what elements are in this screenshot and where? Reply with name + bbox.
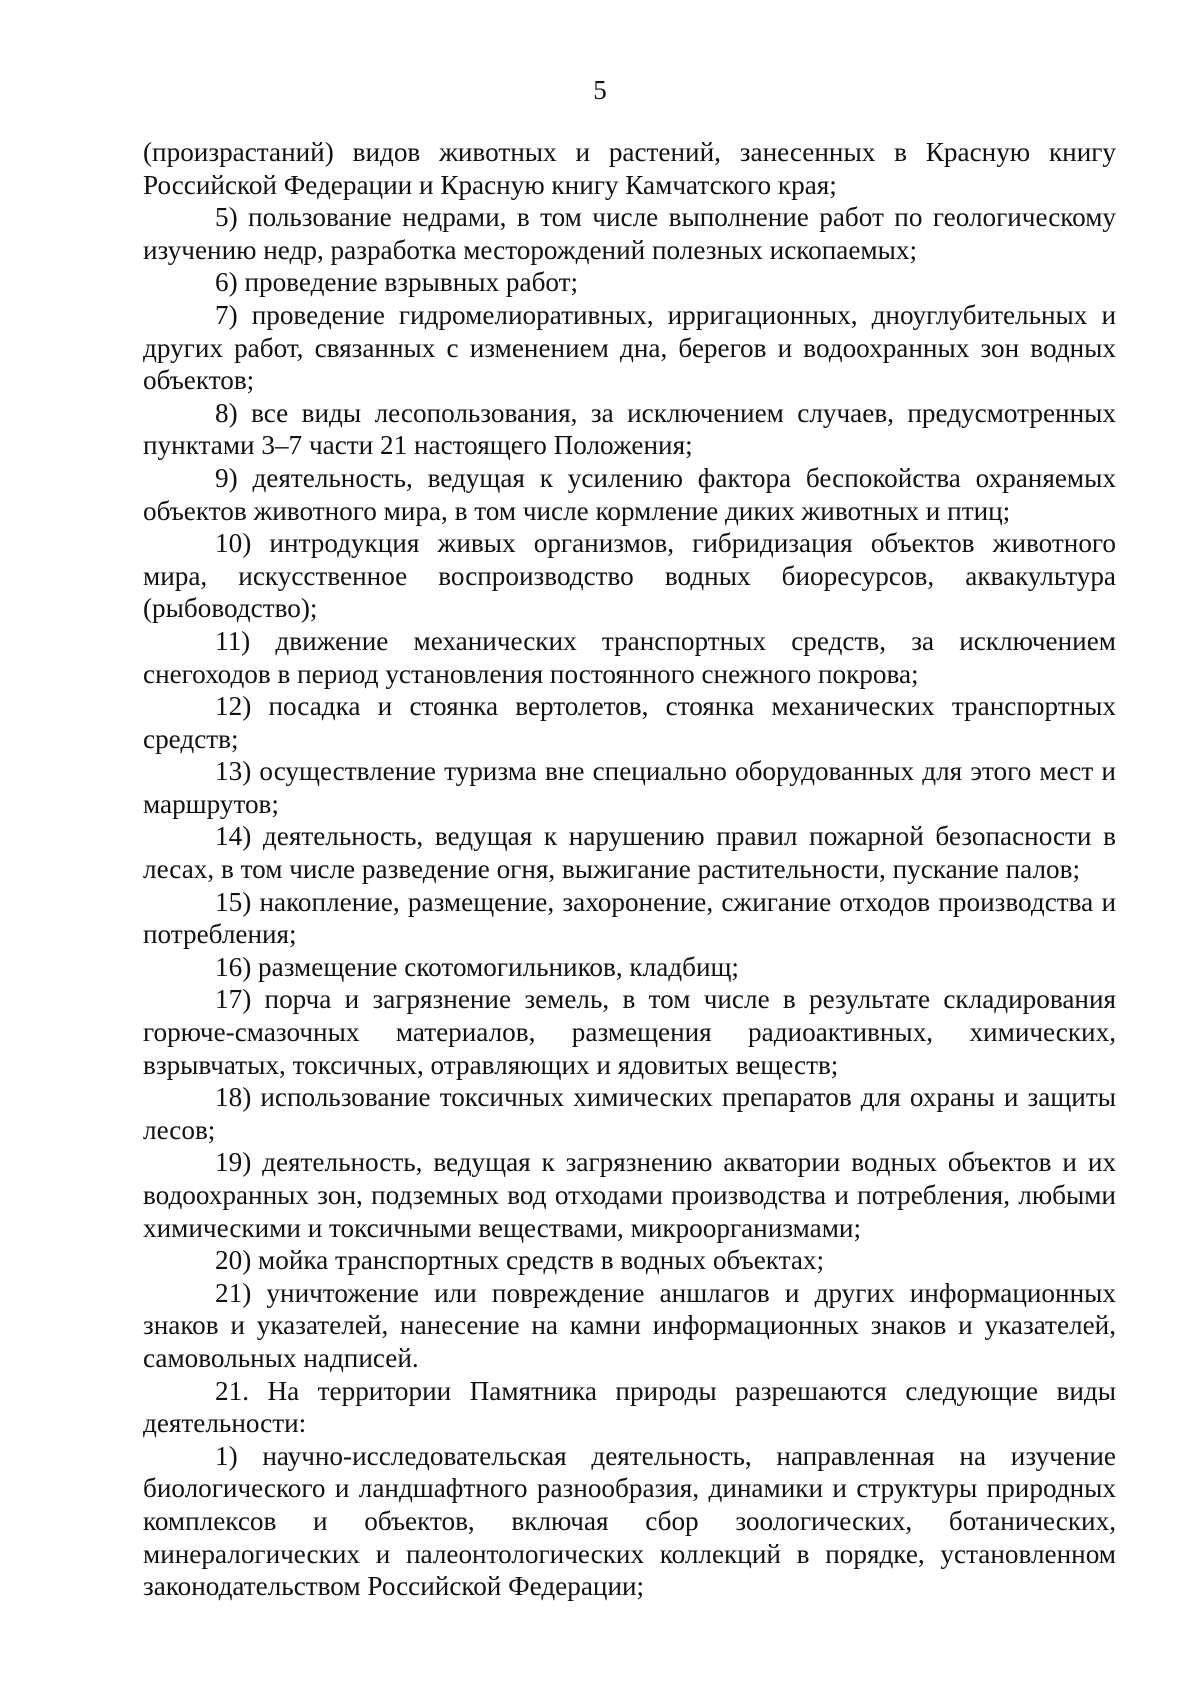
- document-body: [143, 136, 1116, 1603]
- paragraph: 8) все виды лесопользования, за исключением случаев, предусмотренных пунктами 3–7 части 21 настоящего Положения;: [143, 397, 1116, 461]
- paragraph: 21. На территории Памятника природы разрешаются следующие виды деятельности:: [143, 1375, 1116, 1439]
- paragraph: 5) пользование недрами, в том числе выполнение работ по геологическому изучению недр, разработка месторождений полезных ископаемых;: [143, 202, 1116, 265]
- paragraph: 6) проведение взрывных работ;: [215, 267, 579, 298]
- paragraph: 12) посадка и стоянка вертолетов, стоянка механических транспортных средств;: [143, 691, 1116, 754]
- paragraph: 15) накопление, размещение, захоронение, сжигание отходов производства и потребления;: [143, 886, 1116, 950]
- paragraph: 9) деятельность, ведущая к усилению фактора беспокойства охраняемых объектов животного мира, в том числе кормление диких животных и птиц;: [143, 462, 1116, 526]
- paragraph: 14) деятельность, ведущая к нарушению правил пожарной безопасности в лесах, в том числе разведение огня, выжигание растительности, пускание палов;: [143, 821, 1116, 885]
- paragraph: 10) интродукция живых организмов, гибридизация объектов животного мира, искусственное воспроизводство водных биоресурсов, аквакультура (рыбоводство);: [143, 528, 1116, 624]
- paragraph: 16) размещение скотомогильников, кладбищ;: [215, 951, 739, 982]
- paragraph: 20) мойка транспортных средств в водных объектах;: [215, 1245, 825, 1276]
- paragraph: 21) уничтожение или повреждение аншлагов и других информационных знаков и указателей, нанесение на камни информационных знаков и указателей, самовольных надписей.: [143, 1277, 1116, 1373]
- paragraph: (произрастаний) видов животных и растений, занесенных в Красную книгу Российской Федерации и Красную книгу Камчатского края;: [143, 137, 1116, 200]
- paragraph: 17) порча и загрязнение земель, в том числе в результате складирования горюче-смазочных материалов, размещения радиоактивных, химических, взрывчатых, токсичных, отравляющих и ядовитых веществ;: [143, 984, 1116, 1080]
- paragraph: 7) проведение гидромелиоративных, ирригационных, дноуглубительных и других работ, связанных с изменением дна, берегов и водоохранных зон водных объектов;: [143, 299, 1116, 396]
- paragraph: 13) осуществление туризма вне специально оборудованных для этого мест и маршрутов;: [143, 756, 1116, 819]
- page-number: 5: [593, 75, 607, 105]
- paragraph: 11) движение механических транспортных средств, за исключением снегоходов в период установления постоянного снежного покрова;: [143, 625, 1116, 689]
- paragraph: 1) научно-исследовательская деятельность, направленная на изучение биологического и ландшафтного разнообразия, динамики и структуры природных комплексов и объектов, включая сбор зоологических, ботанических, минералогических и палеонтологических коллекций в порядке, установленном законодательством Российской Федерации;: [143, 1440, 1116, 1602]
- paragraph: 18) использование токсичных химических препаратов для охраны и защиты лесов;: [143, 1082, 1116, 1145]
- paragraph: 19) деятельность, ведущая к загрязнению акватории водных объектов и их водоохранных зон, подземных вод отходами производства и потребления, любыми химическими и токсичными веществами, микроорганизмами;: [143, 1147, 1116, 1243]
